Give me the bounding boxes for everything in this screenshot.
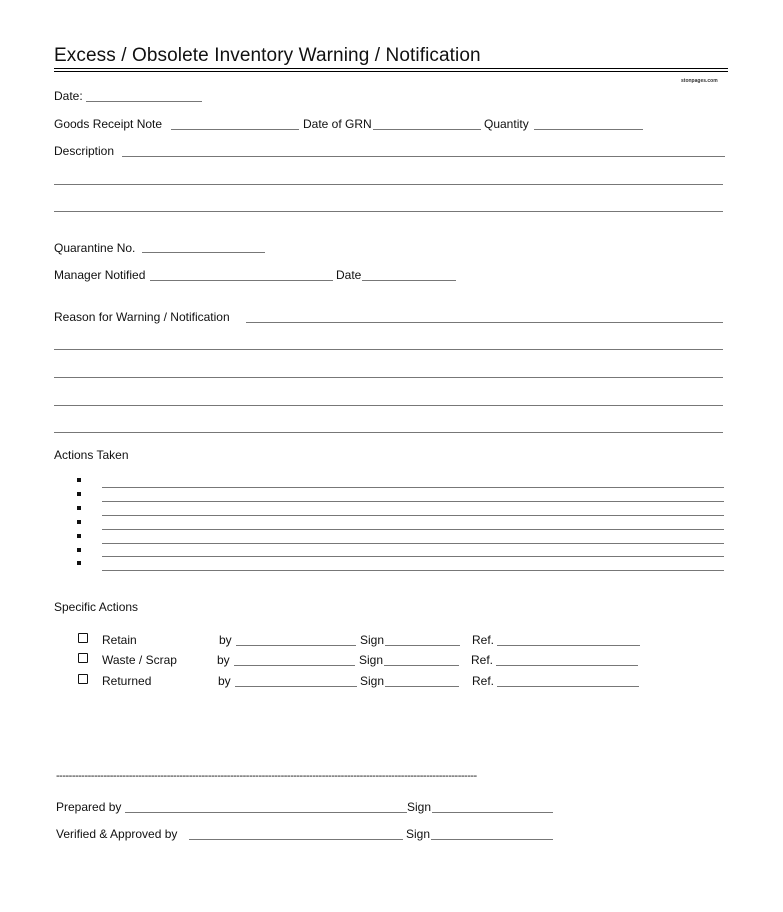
verified-by-field[interactable]	[189, 839, 403, 840]
bullet-icon	[77, 548, 81, 552]
verified-by-label: Verified & Approved by	[56, 827, 178, 841]
date-grn-label: Date of GRN	[303, 117, 372, 131]
date-label: Date:	[54, 89, 83, 103]
specific-actions-heading: Specific Actions	[54, 600, 139, 614]
returned-by-field[interactable]	[235, 686, 357, 687]
sign-label: Sign	[360, 633, 385, 647]
returned-ref-field[interactable]	[497, 686, 639, 687]
retain-checkbox[interactable]	[78, 633, 88, 643]
quarantine-field[interactable]	[142, 252, 265, 253]
manager-label: Manager Notified	[54, 268, 146, 282]
bullet-icon	[77, 492, 81, 496]
bullet-icon	[77, 561, 81, 565]
bullet-icon	[77, 520, 81, 524]
grn-field[interactable]	[171, 129, 299, 130]
ref-label: Ref.	[472, 674, 495, 688]
manager-date-label: Date	[336, 268, 362, 282]
retain-label: Retain	[102, 633, 137, 647]
returned-label: Returned	[102, 674, 152, 688]
reason-label: Reason for Warning / Notification	[54, 310, 230, 324]
quantity-label: Quantity	[484, 117, 529, 131]
action-line-5[interactable]	[102, 543, 724, 544]
manager-date-field[interactable]	[362, 280, 456, 281]
waste-scrap-sign-field[interactable]	[384, 665, 459, 666]
action-line-2[interactable]	[102, 501, 724, 502]
reason-line-4[interactable]	[54, 405, 723, 406]
reason-line-3[interactable]	[54, 377, 723, 378]
description-line-3[interactable]	[54, 211, 723, 212]
quarantine-label: Quarantine No.	[54, 241, 136, 255]
bullet-icon	[77, 478, 81, 482]
waste-scrap-by-field[interactable]	[234, 665, 355, 666]
date-field[interactable]	[86, 101, 202, 102]
verified-sign-label: Sign	[406, 827, 431, 841]
by-label: by	[219, 633, 232, 647]
reason-line-1[interactable]	[246, 322, 723, 323]
returned-sign-field[interactable]	[385, 686, 459, 687]
logo: stonpages.com	[681, 78, 718, 84]
action-line-6[interactable]	[102, 556, 724, 557]
waste-scrap-checkbox[interactable]	[78, 653, 88, 663]
ref-label: Ref.	[472, 633, 495, 647]
returned-checkbox[interactable]	[78, 674, 88, 684]
description-label: Description	[54, 144, 115, 158]
actions-taken-heading: Actions Taken	[54, 448, 129, 462]
prepared-sign-label: Sign	[407, 800, 432, 814]
bullet-icon	[77, 506, 81, 510]
waste-scrap-label: Waste / Scrap	[102, 653, 177, 667]
manager-field[interactable]	[150, 280, 333, 281]
title-rule-top	[54, 68, 728, 69]
by-label: by	[218, 674, 231, 688]
prepared-by-label: Prepared by	[56, 800, 122, 814]
reason-line-5[interactable]	[54, 432, 723, 433]
action-line-1[interactable]	[102, 487, 724, 488]
ref-label: Ref.	[471, 653, 494, 667]
sign-label: Sign	[359, 653, 384, 667]
retain-sign-field[interactable]	[385, 645, 460, 646]
verified-sign-field[interactable]	[431, 839, 553, 840]
waste-scrap-ref-field[interactable]	[496, 665, 638, 666]
description-line-1[interactable]	[122, 156, 725, 157]
title-rule-bottom	[54, 71, 728, 72]
retain-ref-field[interactable]	[497, 645, 640, 646]
prepared-sign-field[interactable]	[432, 812, 553, 813]
by-label: by	[217, 653, 230, 667]
prepared-by-field[interactable]	[125, 812, 407, 813]
quantity-field[interactable]	[534, 129, 643, 130]
action-line-7[interactable]	[102, 570, 724, 571]
action-line-4[interactable]	[102, 529, 724, 530]
description-line-2[interactable]	[54, 184, 723, 185]
dashed-separator: -------------------------------------------------------------------------------------------------------------------------------------	[56, 770, 477, 782]
retain-by-field[interactable]	[236, 645, 356, 646]
action-line-3[interactable]	[102, 515, 724, 516]
date-grn-field[interactable]	[373, 129, 481, 130]
reason-line-2[interactable]	[54, 349, 723, 350]
sign-label: Sign	[360, 674, 385, 688]
page-title: Excess / Obsolete Inventory Warning / Notification	[54, 45, 481, 66]
bullet-icon	[77, 534, 81, 538]
grn-label: Goods Receipt Note	[54, 117, 163, 131]
